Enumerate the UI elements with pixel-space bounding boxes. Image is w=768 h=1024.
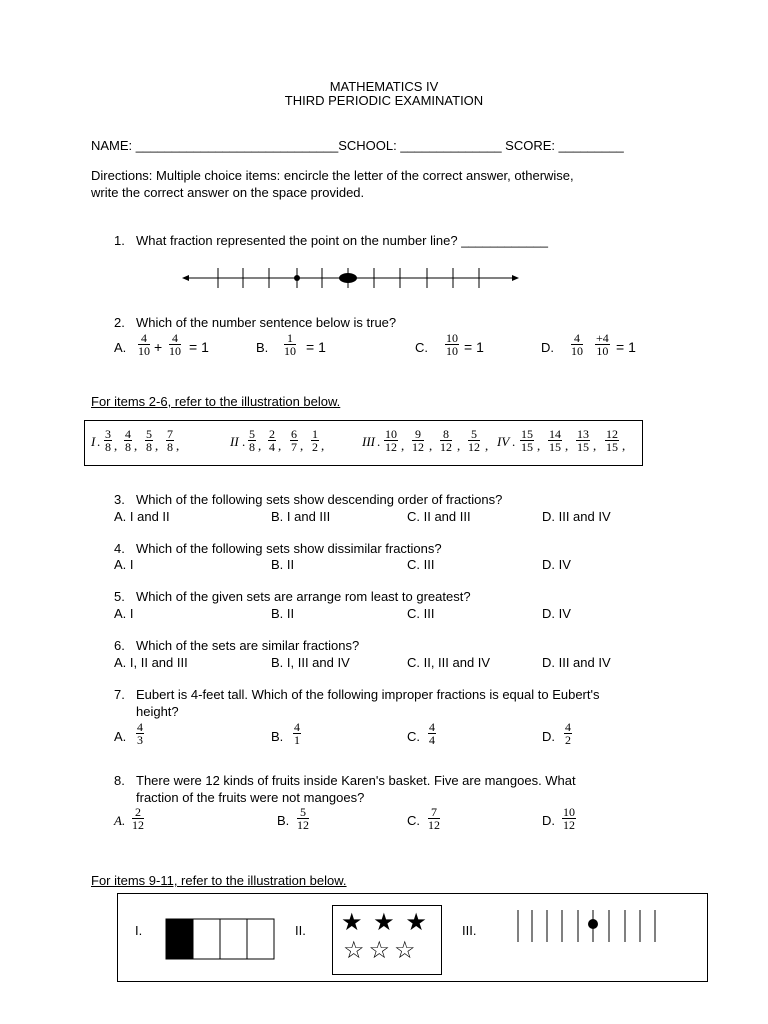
q3-option-a: A. I and II: [114, 509, 170, 524]
q7-option-c-frac: $\frac{4}{4}$: [429, 720, 435, 747]
q8-text-line-1: There were 12 kinds of fruits inside Karen's basket. Five are mangoes. What: [136, 773, 576, 788]
filled-star-icons: ★ ★ ★: [341, 909, 429, 936]
q6-option-a: A. I, II and III: [114, 655, 188, 670]
q7-option-c-letter: C.: [407, 729, 420, 744]
comma: ,: [300, 438, 304, 453]
q4-text: Which of the following sets show dissimilar fractions?: [136, 541, 442, 556]
q7-option-a-frac: $\frac{4}{3}$: [137, 720, 143, 747]
illustration-label-iii: III.: [462, 923, 477, 938]
q5-number: 5.: [114, 589, 125, 604]
q7-option-b-frac: $\frac{4}{1}$: [294, 720, 300, 747]
set-ii-frac-4: $\frac{1}{2}$: [312, 427, 318, 454]
q1-number: 1.: [114, 233, 125, 248]
comma: ,: [429, 438, 433, 453]
q8-text-line-2: fraction of the fruits were not mangoes?: [136, 790, 365, 805]
q7-text-line-1: Eubert is 4-feet tall. Which of the following improper fractions is equal to Eubert's: [136, 687, 600, 702]
q8-option-d-letter: D.: [542, 813, 555, 828]
set-iv-frac-1: $\frac{15}{15}$: [521, 427, 533, 454]
exam-title: MATHEMATICS IV: [329, 79, 439, 94]
comma: ,: [485, 438, 489, 453]
q2-option-c-letter: C.: [415, 340, 428, 355]
q2-d-frac-2: $\frac{+4}{10}$: [596, 331, 609, 358]
small-point: [294, 275, 300, 281]
q5-option-b: B. II: [271, 606, 295, 621]
q8-option-a-letter: A.: [114, 813, 126, 828]
q7-text-line-2: height?: [136, 704, 179, 719]
q4-option-d: D. IV: [542, 557, 571, 572]
q2-number: 2.: [114, 315, 125, 330]
tick-marks-diagram: [512, 908, 672, 944]
q6-option-d: D. III and IV: [542, 655, 611, 670]
directions-line-2: write the correct answer on the space provided.: [91, 185, 365, 200]
q2-d-equals: = 1: [616, 339, 636, 355]
q5-option-d: D. IV: [542, 606, 571, 621]
q6-option-b: B. I, III and IV: [271, 655, 350, 670]
set-iii-frac-1: $\frac{10}{12}$: [385, 427, 397, 454]
directions-line-1: Directions: Multiple choice items: encircle the letter of the correct answer, otherwise,: [91, 168, 574, 183]
illustration-label-ii: II.: [295, 923, 306, 938]
q2-c-equals: = 1: [464, 339, 484, 355]
set-iv-frac-3: $\frac{13}{15}$: [577, 427, 589, 454]
q2-a-frac-2: $\frac{4}{10}$: [169, 331, 181, 358]
set-iv-frac-2: $\frac{14}{15}$: [549, 427, 561, 454]
comma: ,: [258, 438, 262, 453]
q7-option-d-frac: $\frac{4}{2}$: [565, 720, 571, 747]
q4-option-b: B. II: [271, 557, 295, 572]
q6-text: Which of the sets are similar fractions?: [136, 638, 360, 653]
set-ii-label: II: [230, 434, 239, 449]
number-line: [180, 264, 525, 294]
comma: ,: [134, 438, 138, 453]
comma: ,: [457, 438, 461, 453]
empty-star-icons: ☆☆☆: [343, 937, 420, 964]
comma: ,: [401, 438, 405, 453]
set-ii-frac-1: $\frac{5}{8}$: [249, 427, 255, 454]
comma: ,: [565, 438, 569, 453]
set-i-frac-3: $\frac{5}{8}$: [146, 427, 152, 454]
set-i-dot: .: [97, 434, 101, 449]
q4-option-a: A. I: [114, 557, 134, 572]
q7-option-a-letter: A.: [114, 729, 127, 744]
comma: ,: [176, 438, 180, 453]
q3-option-d: D. III and IV: [542, 509, 611, 524]
q2-text: Which of the number sentence below is true?: [136, 315, 397, 330]
reference-note-2-6: For items 2-6, refer to the illustration below.: [91, 394, 341, 409]
q6-number: 6.: [114, 638, 125, 653]
q2-option-b-letter: B.: [256, 340, 269, 355]
q8-option-c-letter: C.: [407, 813, 420, 828]
q4-option-c: C. III: [407, 557, 435, 572]
left-arrow-icon: [182, 275, 189, 281]
set-i-frac-4: $\frac{7}{8}$: [167, 427, 173, 454]
q2-option-d-letter: D.: [541, 340, 554, 355]
illustration-label-i: I.: [135, 923, 143, 938]
q1-text: What fraction represented the point on the number line? ____________: [136, 233, 548, 248]
q2-option-a-letter: A.: [114, 340, 127, 355]
reference-note-9-11: For items 9-11, refer to the illustration below.: [91, 873, 347, 888]
q5-text: Which of the given sets are arrange rom least to greatest?: [136, 589, 471, 604]
unshaded-part: [220, 919, 247, 959]
q8-option-b-letter: B.: [277, 813, 290, 828]
q2-a-plus: +: [154, 339, 163, 355]
set-i-frac-1: $\frac{3}{8}$: [105, 427, 111, 454]
set-iii-frac-3: $\frac{8}{12}$: [440, 427, 452, 454]
set-ii-frac-3: $\frac{6}{7}$: [291, 427, 297, 454]
comma: ,: [321, 438, 325, 453]
q6-option-c: C. II, III and IV: [407, 655, 491, 670]
q8-option-d-frac: $\frac{10}{12}$: [563, 805, 575, 832]
set-ii-frac-2: $\frac{2}{4}$: [269, 427, 275, 454]
q5-option-c: C. III: [407, 606, 435, 621]
comma: ,: [593, 438, 597, 453]
set-iii-dot: .: [377, 434, 381, 449]
q2-a-frac-1: $\frac{4}{10}$: [138, 331, 150, 358]
q3-text: Which of the following sets show descending order of fractions?: [136, 492, 503, 507]
set-i-frac-2: $\frac{4}{8}$: [125, 427, 131, 454]
set-iv-label: IV: [497, 434, 510, 449]
exam-subtitle: THIRD PERIODIC EXAMINATION: [284, 93, 484, 108]
q2-d-frac-1: $\frac{4}{10}$: [571, 331, 583, 358]
comma: ,: [114, 438, 118, 453]
student-info-fields: NAME: ____________________________SCHOOL: ______________ SCORE: _________: [91, 138, 624, 153]
set-iv-frac-4: $\frac{12}{15}$: [606, 427, 618, 454]
set-ii-dot: .: [242, 434, 246, 449]
q8-option-c-frac: $\frac{7}{12}$: [428, 805, 440, 832]
q3-option-b: B. I and III: [271, 509, 331, 524]
set-iii-label: III: [362, 434, 375, 449]
comma: ,: [155, 438, 159, 453]
q2-b-equals: = 1: [306, 339, 326, 355]
q7-option-d-letter: D.: [542, 729, 555, 744]
right-arrow-icon: [512, 275, 519, 281]
set-iv-dot: .: [512, 434, 516, 449]
comma: ,: [622, 438, 626, 453]
comma: ,: [278, 438, 282, 453]
q4-number: 4.: [114, 541, 125, 556]
set-i-label: I: [91, 434, 96, 449]
comma: ,: [537, 438, 541, 453]
q2-a-equals: = 1: [189, 339, 209, 355]
q8-number: 8.: [114, 773, 125, 788]
q3-option-c: C. II and III: [407, 509, 471, 524]
q3-number: 3.: [114, 492, 125, 507]
shaded-part: [166, 919, 193, 959]
q7-option-b-letter: B.: [271, 729, 284, 744]
unshaded-part: [193, 919, 220, 959]
large-point: [339, 273, 357, 283]
unshaded-part: [247, 919, 274, 959]
q8-option-b-frac: $\frac{5}{12}$: [297, 805, 309, 832]
q2-b-frac: $\frac{1}{10}$: [284, 331, 296, 358]
fraction-bar-diagram: [165, 918, 277, 960]
q5-option-a: A. I: [114, 606, 134, 621]
set-iii-frac-2: $\frac{9}{12}$: [412, 427, 424, 454]
set-iii-frac-4: $\frac{5}{12}$: [468, 427, 480, 454]
q8-option-a-frac: $\frac{2}{12}$: [132, 805, 144, 832]
marked-point: [588, 919, 598, 929]
q7-number: 7.: [114, 687, 125, 702]
q2-c-frac: $\frac{10}{10}$: [446, 331, 458, 358]
